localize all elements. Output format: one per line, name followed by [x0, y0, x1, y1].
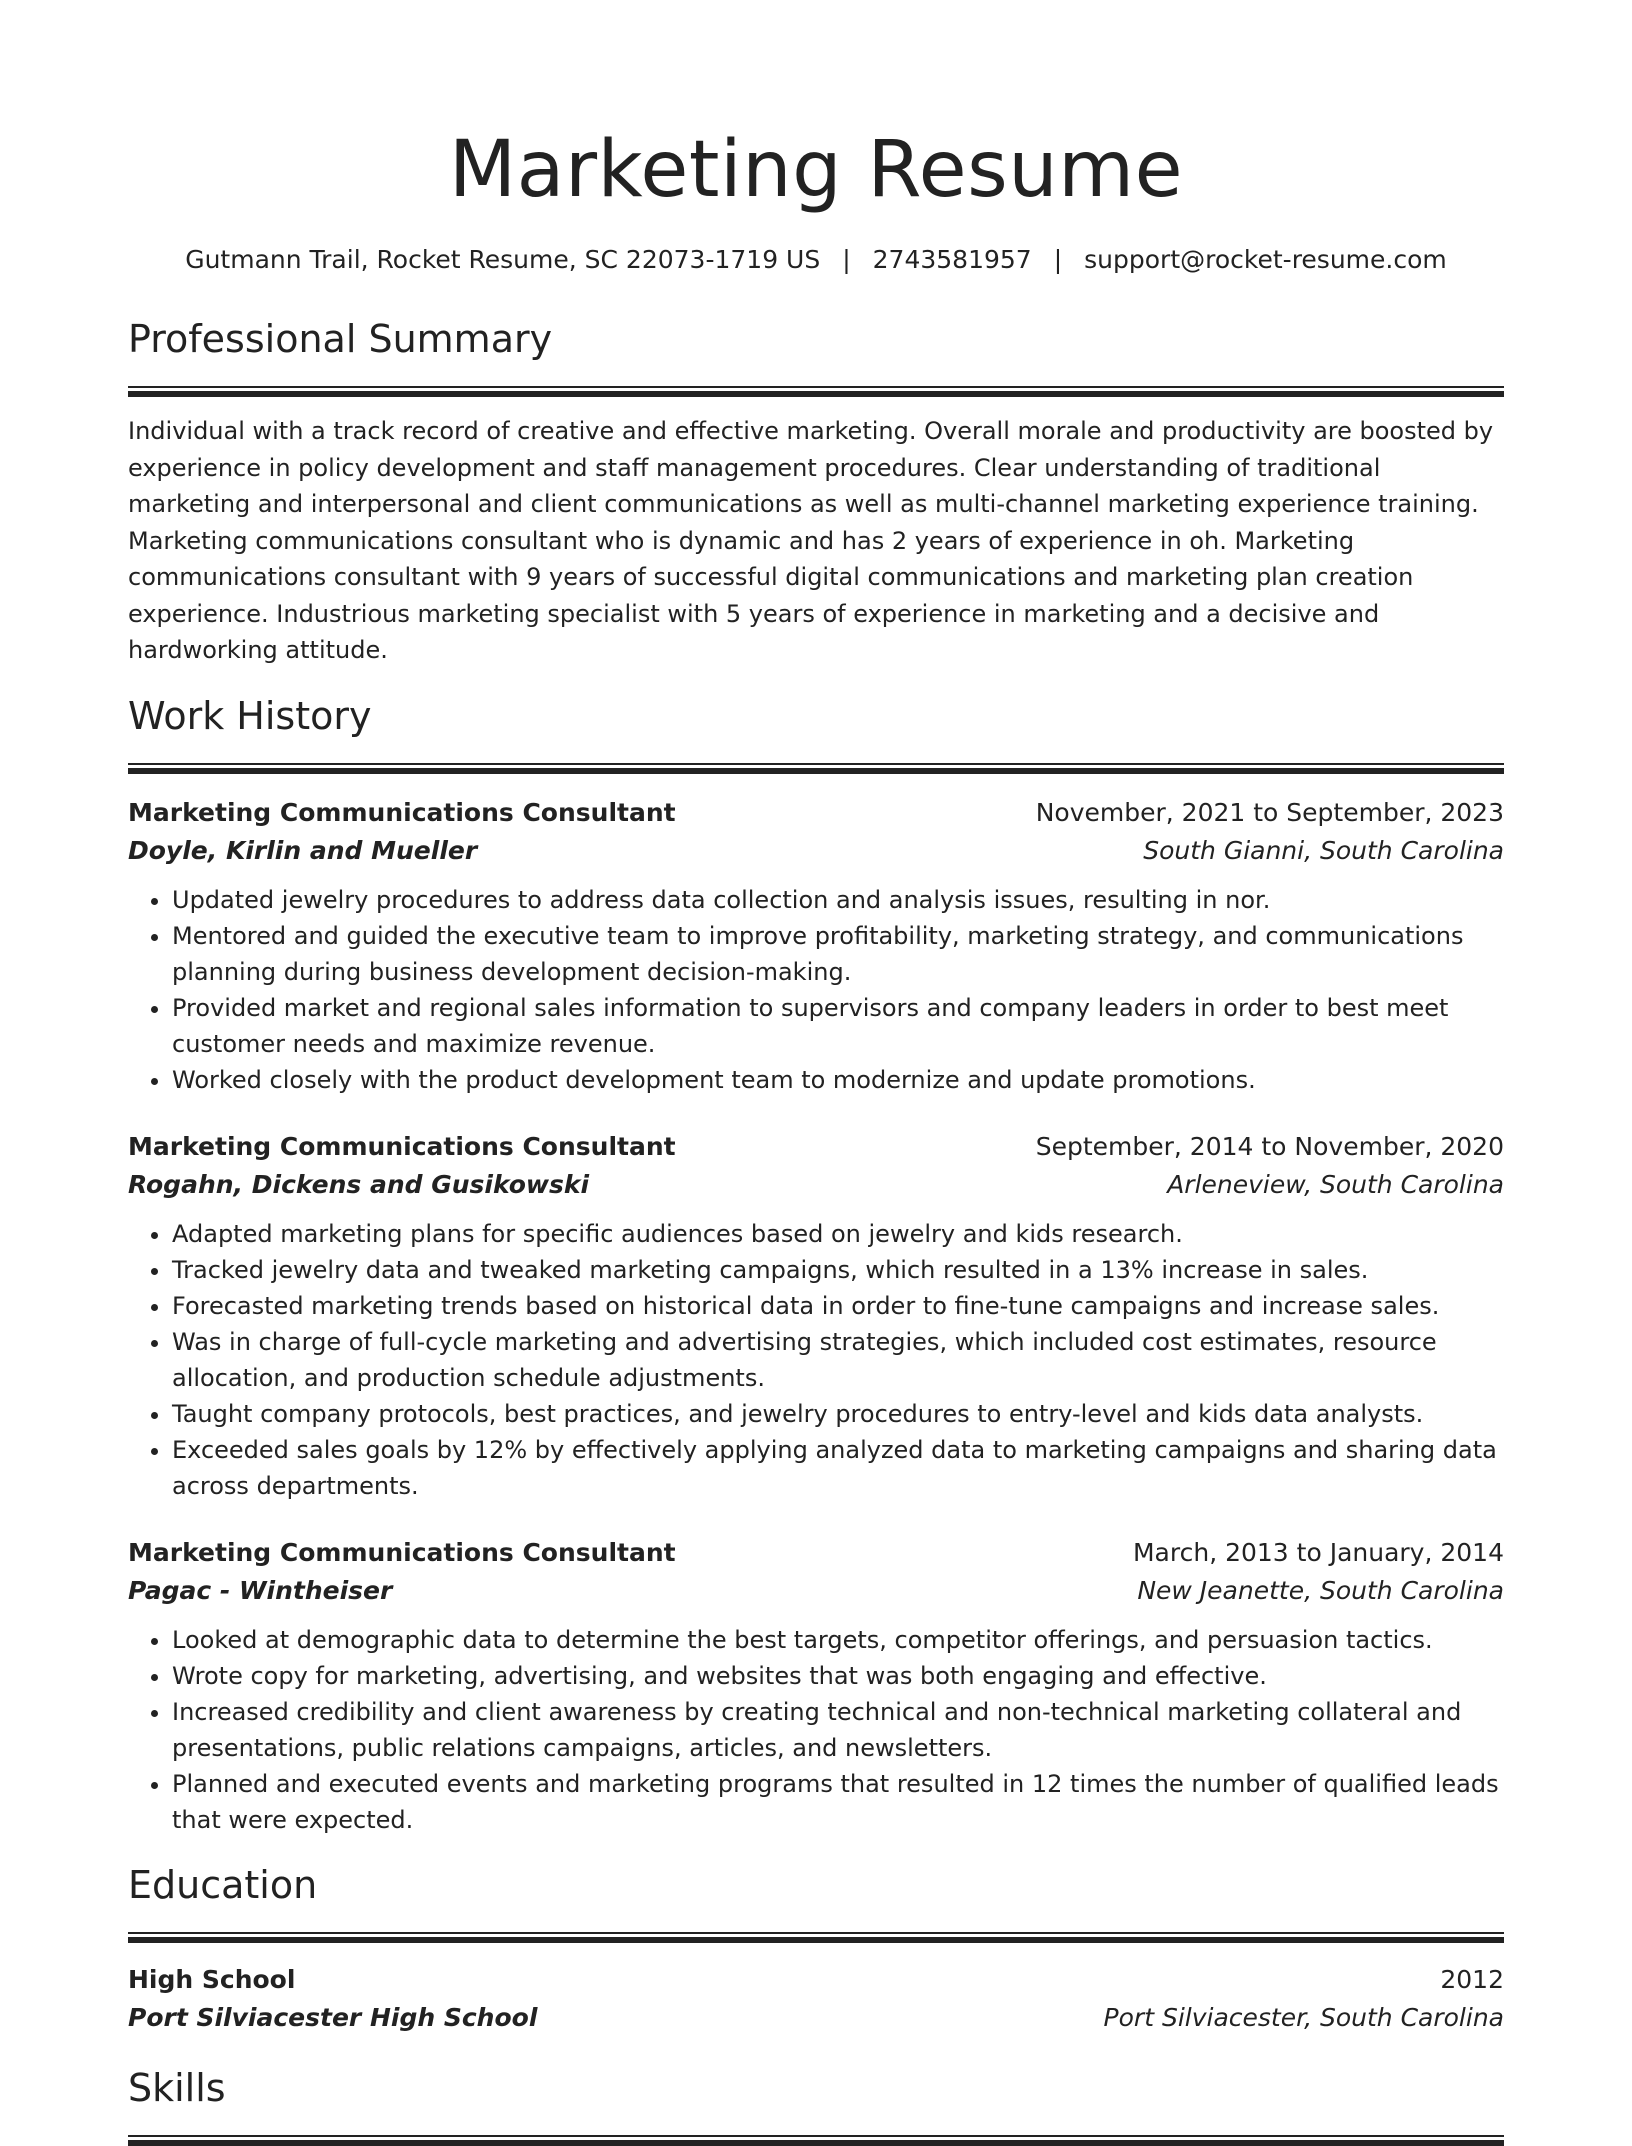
section-divider	[128, 386, 1504, 397]
contact-phone: 2743581957	[872, 245, 1032, 274]
education-location: Port Silviacester, South Carolina	[1103, 2002, 1504, 2032]
job-location: Arleneview, South Carolina	[1167, 1169, 1504, 1199]
section-divider	[128, 1932, 1504, 1943]
contact-address: Gutmann Trail, Rocket Resume, SC 22073-1719 US	[185, 245, 821, 274]
job-bullets	[128, 882, 1504, 1098]
job-employer: Rogahn, Dickens and Gusikowski	[128, 1169, 590, 1199]
job-bullets	[128, 1216, 1504, 1504]
section-divider	[128, 763, 1504, 774]
job-employer: Pagac - Wintheiser	[128, 1575, 393, 1605]
summary-heading: Professional Summary	[128, 317, 553, 361]
education-section	[128, 1860, 1504, 2037]
skills-section	[128, 2063, 1504, 2146]
job-bullet: • Exceeded sales goals by 12% by effectively applying analyzed data to marketing campaigns and sharing data across departments.	[172, 1432, 1504, 1504]
job-bullet: • Tracked jewelry data and tweaked marketing campaigns, which resulted in a 13% increase in sales.	[172, 1252, 1504, 1288]
job-bullet: • Worked closely with the product development team to modernize and update promotions.	[172, 1062, 1504, 1098]
job-bullet: • Taught company protocols, best practices, and jewelry procedures to entry-level and kids data analysts.	[172, 1396, 1504, 1432]
education-degree: High School	[128, 1964, 296, 1994]
job-title: Marketing Communications Consultant	[128, 797, 676, 827]
education-entry	[128, 1961, 1504, 2037]
job-bullet: • Adapted marketing plans for specific audiences based on jewelry and kids research.	[172, 1216, 1504, 1252]
job-bullet: • Forecasted marketing trends based on historical data in order to fine-tune campaigns and increase sales.	[172, 1288, 1504, 1324]
contact-separator: |	[842, 245, 851, 274]
contact-separator: |	[1053, 245, 1063, 274]
job-bullet: • Wrote copy for marketing, advertising, and websites that was both engaging and effective.	[172, 1658, 1504, 1694]
work-history-section	[128, 691, 1504, 1838]
job-bullet: • Planned and executed events and marketing programs that resulted in 12 times the number of qualified leads that were expected.	[172, 1766, 1504, 1838]
summary-text: Individual with a track record of creative and effective marketing. Overall morale and productivity are boosted by experience in policy development and staff management procedures. Clear understanding of traditional marketing and interpersonal and client communications as well as multi-channel marketing experience training. Marketing communications consultant who is dynamic and has 2 years of experience in oh. Marketing communications consultant with 9 years of successful digital communications and marketing plan creation experience. Industrious marketing specialist with 5 years of experience in marketing and a decisive and hardworking attitude.	[128, 417, 1494, 664]
job-bullet: • Looked at demographic data to determine the best targets, competitor offerings, and persuasion tactics.	[172, 1622, 1504, 1658]
skills-heading: Skills	[128, 2065, 226, 2110]
education-year: 2012	[1440, 1964, 1504, 1994]
job-bullet: • Was in charge of full-cycle marketing and advertising strategies, which included cost estimates, resource allocation, and production schedule adjustments.	[172, 1324, 1504, 1396]
job-entry	[128, 794, 1504, 1098]
job-dates: September, 2014 to November, 2020	[1035, 1131, 1504, 1161]
job-entry	[128, 1128, 1504, 1504]
contact-email: support@rocket-resume.com	[1084, 245, 1447, 274]
job-dates: March, 2013 to January, 2014	[1132, 1537, 1504, 1567]
resume-name: Marketing Resume	[448, 125, 1184, 215]
education-heading: Education	[128, 1862, 318, 1907]
job-bullet: • Updated jewelry procedures to address data collection and analysis issues, resulting in nor.	[172, 882, 1504, 918]
job-entry	[128, 1534, 1504, 1838]
job-bullets	[128, 1622, 1504, 1838]
resume-page	[128, 0, 1504, 2146]
work-history-heading: Work History	[128, 693, 372, 738]
job-location: South Gianni, South Carolina	[1143, 835, 1504, 865]
job-title: Marketing Communications Consultant	[128, 1537, 676, 1567]
summary-section	[128, 314, 1504, 669]
job-bullet: • Mentored and guided the executive team to improve profitability, marketing strategy, and communications planning during business development decision-making.	[172, 918, 1504, 990]
job-bullet: • Provided market and regional sales information to supervisors and company leaders in order to best meet customer needs and maximize revenue.	[172, 990, 1504, 1062]
job-employer: Doyle, Kirlin and Mueller	[128, 835, 478, 865]
job-dates: November, 2021 to September, 2023	[1035, 797, 1504, 827]
job-title: Marketing Communications Consultant	[128, 1131, 676, 1161]
section-divider	[128, 2135, 1504, 2146]
job-location: New Jeanette, South Carolina	[1137, 1575, 1504, 1605]
education-school: Port Silviacester High School	[128, 2002, 538, 2032]
job-bullet: • Increased credibility and client awareness by creating technical and non-technical marketing collateral and presentations, public relations campaigns, articles, and newsletters.	[172, 1694, 1504, 1766]
contact-line	[128, 244, 1504, 276]
